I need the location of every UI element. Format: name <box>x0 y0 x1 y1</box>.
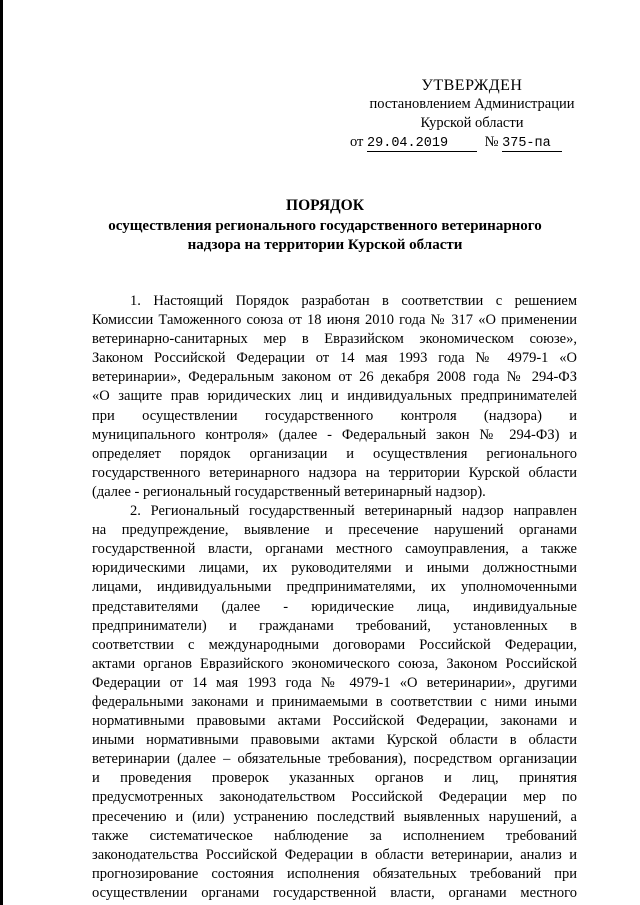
body-line: иными нормативными правовыми актами Курской области в области <box>92 732 577 749</box>
body-line: лицами, индивидуальными предпринимателями, их уполномоченными <box>92 579 577 596</box>
body-line: (далее - региональный государственный ветеринарный надзор). <box>92 483 486 500</box>
body-line: ветеринарии (далее – обязательные требования), посредством организации <box>92 751 577 768</box>
approval-line-2: Курской области <box>420 115 524 131</box>
body-line: при осуществлении государственного контроля (надзора) и <box>92 407 577 424</box>
body-line: федеральными законами и принимаемыми в соответствии с ними иными <box>92 693 577 710</box>
body-line: предприниматели) и гражданами требований, установленных в <box>92 617 577 634</box>
body-line: предусмотренных законодательством Российской Федерации мер по <box>92 789 577 806</box>
body-line: определяет порядок организации и осуществления регионального <box>92 445 577 462</box>
body-line: пресечению и (или) устранению последствий выявленных нарушений, а <box>92 808 577 825</box>
body-line: и проведения проверок указанных органов и лиц, принятия <box>92 770 577 787</box>
title-line-3: надзора на территории Курской области <box>187 237 463 253</box>
body-line: муниципального контроля» (далее - Федеральный закон № 294-ФЗ) и <box>92 426 577 443</box>
body-line: осуществлении органами государственной власти, органами местного <box>92 884 577 901</box>
title-line-1: ПОРЯДОК <box>286 197 364 214</box>
approval-block <box>342 76 602 152</box>
body-line: ветеринарии», Федеральным законом от 26 декабря 2008 года № 294-ФЗ <box>92 369 577 386</box>
body-line: законодательства Российской Федерации в области ветеринарии, анализ и <box>92 846 577 863</box>
body-line: «О защите прав юридических лиц и индивидуальных предпринимателей <box>92 388 577 405</box>
body-line: прогнозирование состояния исполнения обязательных требований при <box>92 865 577 882</box>
document-title <box>60 196 590 255</box>
body-line: на предупреждение, выявление и пресечение нарушений органами <box>92 522 577 539</box>
approval-heading: УТВЕРЖДЕН <box>421 77 523 94</box>
body-line: Законом Российской Федерации от 14 мая 1993 года № 4979-1 «О <box>92 350 577 367</box>
body-line: 1. Настоящий Порядок разработан в соответствии с решением <box>130 293 577 309</box>
body-line: актами органов Евразийского экономического союза, Законом Российской <box>92 655 577 672</box>
approval-date-line <box>342 133 602 152</box>
body-line: Федерации от 14 мая 1993 года № 4979-1 «О ветеринарии», другими <box>92 674 577 691</box>
page-left-border <box>0 0 3 905</box>
body-line: 2. Региональный государственный ветеринарный надзор направлен <box>130 503 577 520</box>
body-line: также систематическое наблюдение за исполнением требований <box>92 827 577 844</box>
body-line: государственной власти, органами местного самоуправления, а также <box>92 541 577 558</box>
title-line-2: осуществления регионального государственного ветеринарного <box>108 218 542 234</box>
approval-number: 375-па <box>502 136 562 152</box>
body-line: государственного ветеринарного надзора на территории Курской области <box>92 464 577 481</box>
body-line: юридическими лицами, их руководителями и иными должностными <box>92 560 577 577</box>
approval-line-1: постановлением Администрации <box>369 96 575 112</box>
approval-date: 29.04.2019 <box>367 136 477 152</box>
body-line: ветеринарно-санитарных мер в Евразийском экономическом союзе», <box>92 331 577 348</box>
document-body <box>92 292 577 903</box>
number-prefix: № <box>484 134 499 150</box>
body-line: соответствии с международными договорами Российской Федерации, <box>92 636 577 653</box>
body-line: представителями (далее - юридические лица, индивидуальные <box>92 598 577 615</box>
body-line: нормативными правовыми актами Российской Федерации, законами и <box>92 713 577 730</box>
date-prefix: от <box>350 134 364 150</box>
body-line: Комиссии Таможенного союза от 18 июня 2010 года № 317 «О применении <box>92 312 577 329</box>
